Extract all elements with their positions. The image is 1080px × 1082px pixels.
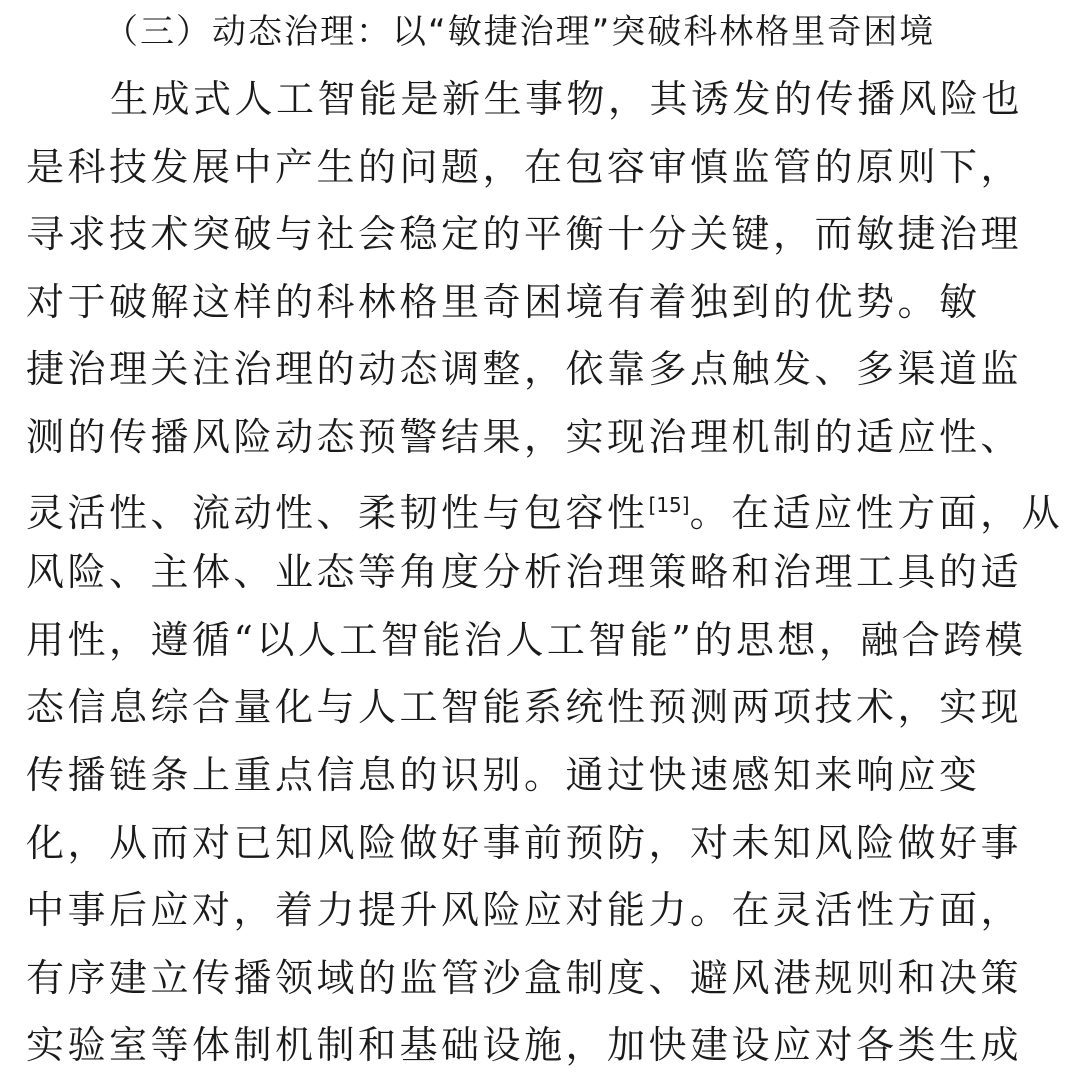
text-line-with-citation — [26, 472, 1064, 540]
text-line: 风险、主体、业态等角度分析治理策略和治理工具的适 — [26, 550, 1023, 595]
text-line: 化，从而对已知风险做好事前预防，对未知风险做好事 — [26, 820, 1023, 865]
body-paragraph — [26, 66, 1064, 1080]
text-line: 对于破解这样的科林格里奇困境有着独到的优势。敏 — [26, 279, 981, 324]
text-line: 实验室等体制机制和基础设施，加快建设应对各类生成 — [26, 1023, 1023, 1068]
text-segment: 。在适应性方面，从 — [689, 490, 1064, 535]
text-line: 生成式人工智能是新生事物，其诱发的传播风险也 — [110, 77, 1024, 121]
text-line: 是科技发展中产生的问题，在包容审慎监管的原则下， — [26, 144, 1023, 189]
text-line: 中事后应对，着力提升风险应对能力。在灵活性方面， — [26, 888, 1023, 933]
text-line: 传播链条上重点信息的识别。通过快速感知来响应变 — [26, 752, 981, 797]
section-heading: （三）动态治理：以“敏捷治理”突破科林格里奇困境 — [104, 12, 936, 52]
text-segment: 灵活性、流动性、柔韧性与包容性 — [26, 490, 649, 535]
text-line: 用性，遵循“以人工智能治人工智能”的思想，融合跨模 — [26, 617, 1027, 662]
citation-reference: [15] — [648, 492, 690, 517]
text-line: 测的传播风险动态预警结果，实现治理机制的适应性、 — [26, 414, 1023, 459]
text-line: 有序建立传播领域的监管沙盒制度、避风港规则和决策 — [26, 955, 1023, 1000]
text-line: 态信息综合量化与人工智能系统性预测两项技术，实现 — [26, 685, 1023, 730]
text-line: 捷治理关注治理的动态调整，依靠多点触发、多渠道监 — [26, 347, 1023, 392]
text-line: 寻求技术突破与社会稳定的平衡十分关键，而敏捷治理 — [26, 212, 1023, 257]
